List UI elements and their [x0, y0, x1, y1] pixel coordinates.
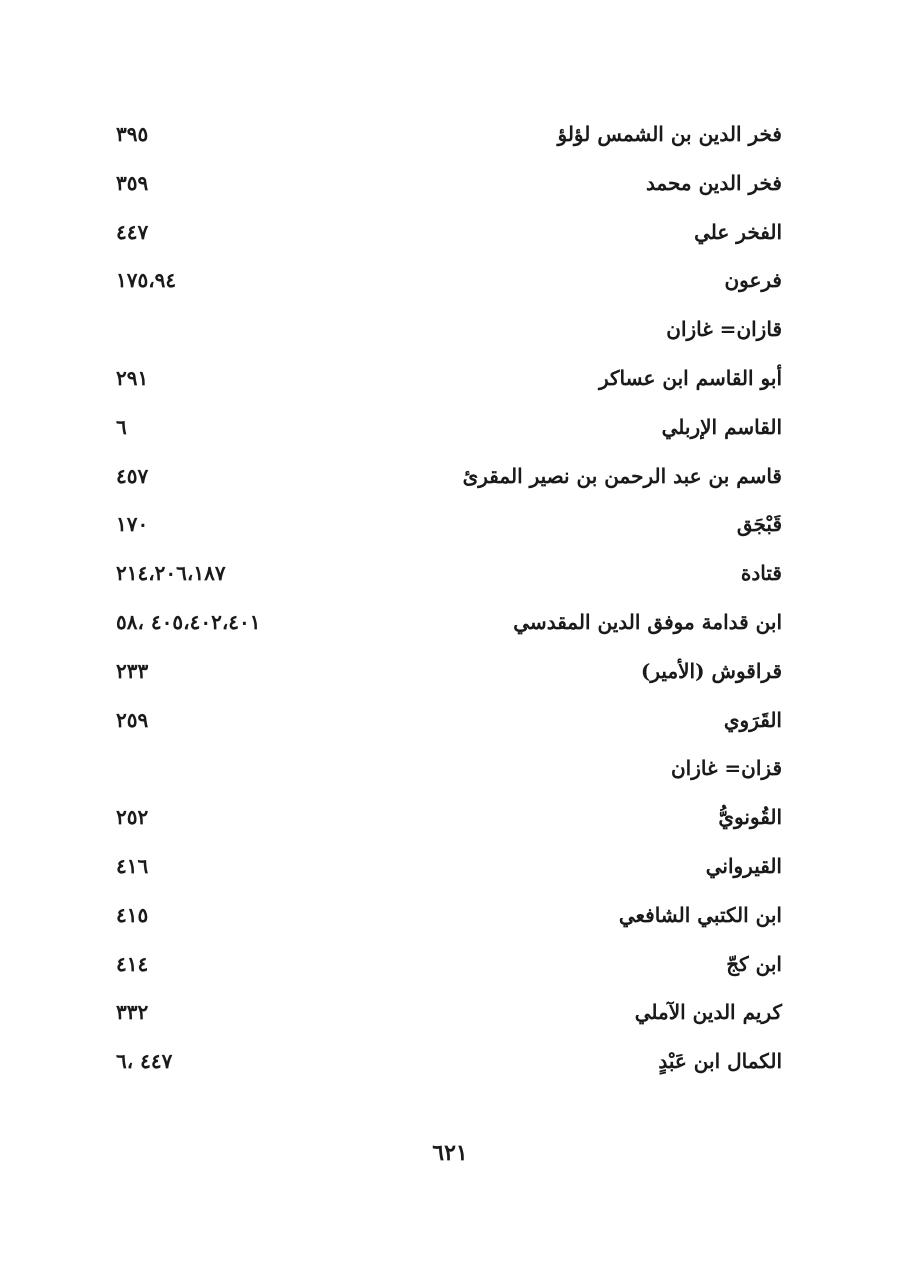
entry-pages: ٤٠٥،٤٠٢،٤٠١ ،٥٨: [116, 609, 261, 634]
index-entry: [110, 354, 782, 403]
entry-name: القيرواني: [705, 853, 782, 878]
entry-name: كريم الدين الآملي: [634, 1000, 782, 1025]
index-entry: [110, 842, 782, 891]
entry-name: قازان= غازان: [666, 317, 782, 342]
entry-pages: ١٧٠: [116, 512, 149, 537]
entry-pages: ٤١٦: [116, 853, 149, 878]
entry-pages: ٢٥٩: [116, 707, 149, 732]
entry-pages: ٤٥٧: [116, 463, 149, 488]
entry-name: ابن الكتبي الشافعي: [618, 902, 782, 927]
entry-name: قراقوش (الأمير): [640, 658, 782, 683]
entry-name: القاسم الإربلي: [661, 414, 782, 439]
index-entry: [110, 110, 782, 159]
index-entry: [110, 891, 782, 940]
index-entry: [110, 793, 782, 842]
entry-pages: ٤٤٧ ،٦: [116, 1049, 173, 1074]
entry-name: أبو القاسم ابن عساكر: [598, 365, 782, 390]
index-entry: [110, 549, 782, 598]
index-entry: [110, 647, 782, 696]
index-entry: [110, 696, 782, 745]
entry-pages: ٢١٤،٢٠٦،١٨٧: [116, 561, 226, 586]
entry-name: قَبْجَق: [736, 512, 782, 537]
index-entry: [110, 305, 782, 354]
entry-name: القُونويُّ: [718, 805, 782, 830]
entry-name: القَرَوي: [723, 707, 782, 732]
entry-name: ابن قدامة موفق الدين المقدسي: [513, 609, 782, 634]
entry-pages: ٢٥٢: [116, 805, 149, 830]
entry-pages: ٢٣٣: [116, 658, 149, 683]
entry-name: فخر الدين محمد: [645, 170, 782, 195]
entry-name: الفخر علي: [694, 219, 782, 244]
index-entry: [110, 988, 782, 1037]
index-entry: [110, 256, 782, 305]
entry-name: ابن كجّ: [726, 951, 782, 976]
index-entry: [110, 598, 782, 647]
entry-pages: ٤١٥: [116, 902, 149, 927]
index-entry: [110, 159, 782, 208]
page-number: ٦٢١: [432, 1140, 468, 1166]
index-entry: [110, 940, 782, 989]
entry-name: فخر الدين بن الشمس لؤلؤ: [557, 122, 782, 146]
index-entry: [110, 744, 782, 793]
entry-pages: ٤١٤: [116, 951, 149, 976]
index-entry: [110, 403, 782, 452]
entry-name: قتادة: [740, 561, 782, 586]
entry-pages: ٣٥٩: [116, 170, 149, 195]
entry-name: الكمال ابن عَبْدٍ: [658, 1049, 782, 1074]
index-entry: [110, 452, 782, 501]
entry-pages: ٤٤٧: [116, 219, 149, 244]
entry-pages: ١٧٥،٩٤: [116, 268, 177, 293]
index-entry: [110, 500, 782, 549]
entry-pages: ٦: [116, 414, 127, 439]
index-entry: [110, 1037, 782, 1086]
entry-pages: ٢٩١: [116, 365, 149, 390]
index-list: [110, 110, 782, 1086]
entry-pages: ٣٩٥: [116, 122, 149, 146]
index-entry: [110, 208, 782, 257]
entry-name: قاسم بن عبد الرحمن بن نصير المقرئ: [462, 463, 782, 488]
entry-pages: ٣٣٢: [116, 1000, 149, 1025]
entry-name: قزان= غازان: [670, 756, 782, 781]
entry-name: فرعون: [724, 268, 782, 293]
